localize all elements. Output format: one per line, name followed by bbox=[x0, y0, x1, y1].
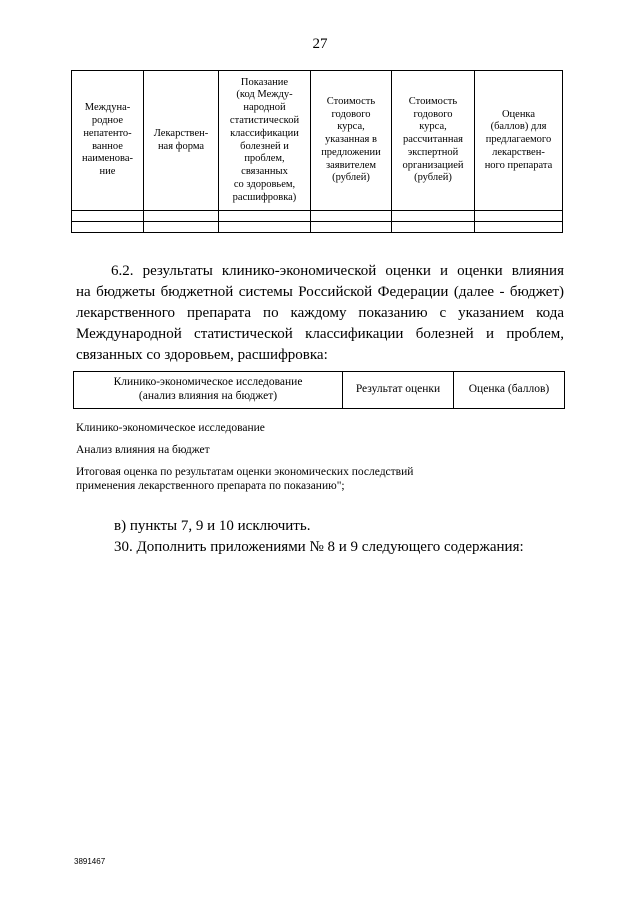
table-cell bbox=[219, 222, 311, 233]
table-cell bbox=[72, 222, 144, 233]
table-cell bbox=[475, 211, 563, 222]
paragraph-line: лекарственного препарата по каждому показанию с указанием кода bbox=[76, 305, 564, 321]
item-30: 30. Дополнить приложениями № 8 и 9 следующего содержания: bbox=[114, 539, 524, 555]
paragraph-6-2 bbox=[76, 261, 564, 366]
paragraph-line: 6.2. результаты клинико-экономической оценки и оценки влияния bbox=[111, 263, 564, 279]
drug-info-table bbox=[71, 70, 563, 233]
item-v: в) пункты 7, 9 и 10 исключить. bbox=[114, 518, 311, 534]
header-dosage-form: Лекарствен- ная форма bbox=[144, 71, 219, 211]
header-study: Клинико-экономическое исследование (анализ влияния на бюджет) bbox=[74, 372, 343, 409]
page-number: 27 bbox=[312, 36, 328, 52]
document-code: 3891467 bbox=[74, 857, 106, 866]
table-cell bbox=[144, 222, 219, 233]
table-cell bbox=[475, 222, 563, 233]
table-header-row bbox=[72, 71, 563, 211]
table-row bbox=[72, 211, 563, 222]
row-clinical-economic-study: Клинико-экономическое исследование bbox=[76, 422, 265, 434]
header-indication: Показание (код Между- народной статистической классификации болезней и проблем, связанных со здоровьем, расшифровка) bbox=[219, 71, 311, 211]
table-row bbox=[72, 222, 563, 233]
row-budget-impact: Анализ влияния на бюджет bbox=[76, 444, 210, 456]
row-final-score: Итоговая оценка по результатам оценки экономических последствий применения лекарственного препарата по показанию"; bbox=[76, 466, 414, 492]
header-result: Результат оценки bbox=[343, 372, 454, 409]
paragraph-line: Международной статистической классификации болезней и проблем, bbox=[76, 326, 564, 342]
table-cell bbox=[72, 211, 144, 222]
paragraph-line: связанных со здоровьем, расшифровка: bbox=[76, 347, 328, 363]
paragraph-line: на бюджеты бюджетной системы Российской Федерации (далее - бюджет) bbox=[76, 284, 564, 300]
header-score: Оценка (баллов) bbox=[454, 372, 565, 409]
table-cell bbox=[144, 211, 219, 222]
table-cell bbox=[392, 211, 475, 222]
header-score: Оценка (баллов) для предлагаемого лекарствен- ного препарата bbox=[475, 71, 563, 211]
table-cell bbox=[392, 222, 475, 233]
table-cell bbox=[311, 211, 392, 222]
table-cell bbox=[311, 222, 392, 233]
header-inn: Междуна- родное непатенто- ванное наименова- ние bbox=[72, 71, 144, 211]
header-expert-cost: Стоимость годового курса, рассчитанная экспертной организацией (рублей) bbox=[392, 71, 475, 211]
table-header-row bbox=[74, 372, 565, 409]
header-applicant-cost: Стоимость годового курса, указанная в предложении заявителем (рублей) bbox=[311, 71, 392, 211]
economic-evaluation-table bbox=[73, 371, 565, 409]
table-cell bbox=[219, 211, 311, 222]
